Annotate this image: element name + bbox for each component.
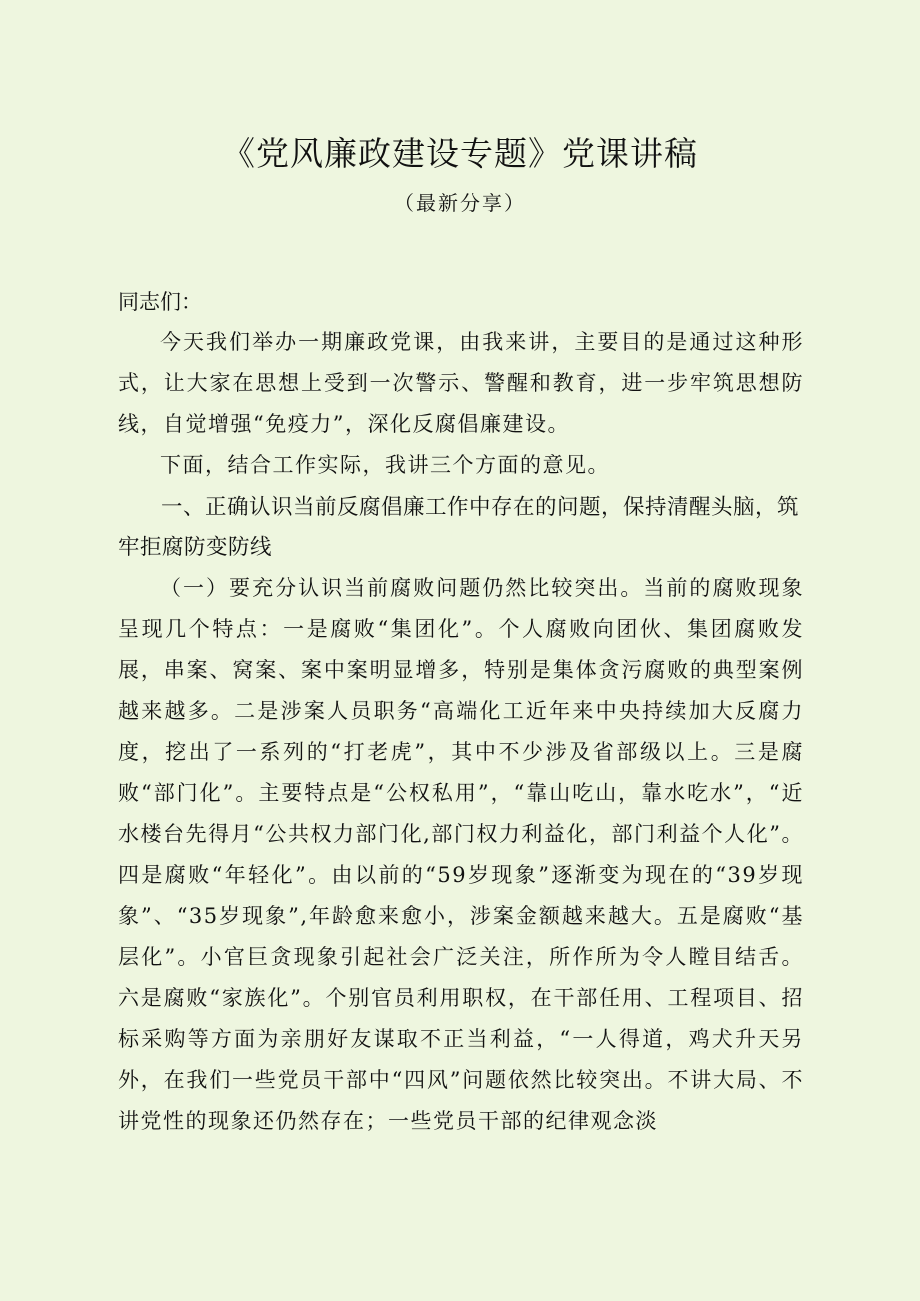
document-title: 《党风廉政建设专题》党课讲稿 [222, 134, 698, 173]
section-heading: 一、正确认识当前反腐倡廉工作中存在的问题，保持清醒头脑，筑牢拒腐防变防线 [118, 495, 800, 560]
paragraph-intro: 今天我们举办一期廉政党课，由我来讲，主要目的是通过这种形式，让大家在思想上受到一次警示、警醒和教育，进一步牢筑思想防线，自觉增强“免疫力”，深化反腐倡廉建设。 [118, 330, 804, 436]
greeting: 同志们： [118, 290, 202, 314]
paragraph-outline: 下面，结合工作实际，我讲三个方面的意见。 [160, 453, 610, 477]
document-subtitle: （最新分享） [394, 191, 526, 215]
document-body [118, 282, 804, 1142]
section-paragraph: （一）要充分认识当前腐败问题仍然比较突出。当前的腐败现象呈现几个特点：一是腐败“集团化”。个人腐败向团伙、集团腐败发展，串案、窝案、案中案明显增多，特别是集体贪污腐败的典型案例越来越多。二是涉案人员职务“高端化工近年来中央持续加大反腐力度，挖出了一系列的“打老虎”，其中不少涉及省部级以上。三是腐败“部门化”。主要特点是“公权私用”，“靠山吃山，靠水吃水”，“近水楼台先得月“公共权力部门化,部门权力利益化，部门利益个人化”。四是腐败“年轻化”。由以前的“59岁现象”逐渐变为现在的“39岁现象”、“35岁现象”,年龄愈来愈小，涉案金额越来越大。五是腐败“基层化”。小官巨贪现象引起社会广泛关注，所作所为令人瞠目结舌。六是腐败“家族化”。个别官员利用职权，在干部任用、工程项目、招标采购等方面为亲朋好友谋取不正当利益，“一人得道，鸡犬升天另外，在我们一些党员干部中“四风”问题依然比较突出。不讲大局、不讲党性的现象还仍然存在；一些党员干部的纪律观念淡 [118, 576, 804, 1133]
